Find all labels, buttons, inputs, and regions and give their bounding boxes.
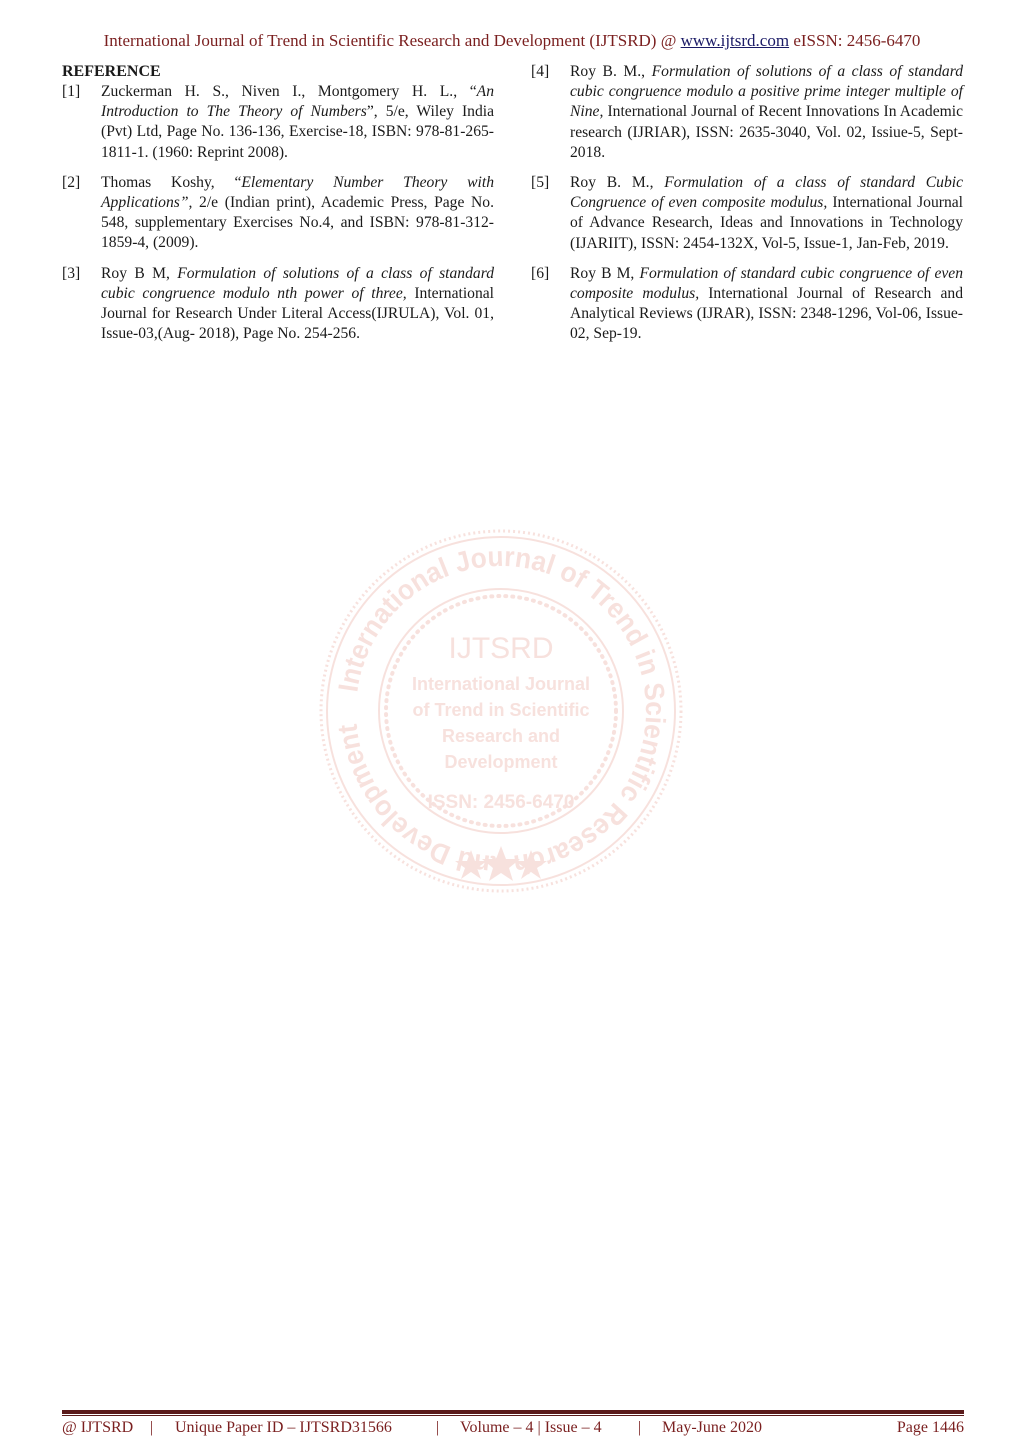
seal-issn: ISSN: 2456-6470 — [427, 792, 575, 813]
seal-line-3: Research and — [441, 726, 561, 746]
reference-authors: Roy B M, — [570, 264, 640, 282]
seal-line-2: of Trend in Scientific — [412, 700, 590, 720]
reference-title: Elementary Number Theory with Applications”, — [101, 173, 495, 212]
footer-separator: | — [638, 1419, 642, 1436]
footer-publisher: @ IJTSRD — [62, 1419, 134, 1436]
running-footer — [62, 1419, 964, 1441]
reference-authors: Thomas Koshy, “ — [101, 173, 242, 191]
reference-item-2 — [62, 173, 494, 254]
reference-title: An Introduction to The Theory of Numbers — [101, 83, 494, 121]
reference-heading: REFERENCE — [62, 63, 161, 80]
reference-details: International Journal of Research and Analytical Reviews (IJRAR), ISSN: 2348-1296, Vol-06, Issue-02, Sep-19. — [570, 285, 963, 343]
reference-details: International Journal of Advance Research, Ideas and Innovations in Technology (IJARIIT), ISSN: 2454-132X, Vol-5, Issue-1, Jan-Feb, 2019. — [570, 194, 963, 252]
reference-item-3 — [62, 264, 494, 345]
reference-item-6 — [531, 264, 963, 345]
footer-volume-issue: Volume – 4 | Issue – 4 — [460, 1419, 602, 1436]
reference-details: International Journal of Recent Innovations In Academic research (IJRIAR), ISSN: 2635-3040, Vol. 02, Issiue-5, Sept-2018. — [570, 103, 963, 161]
reference-number: [1] — [62, 83, 81, 100]
footer-date: May-June 2020 — [662, 1419, 762, 1436]
footer-page-number: Page 1446 — [896, 1419, 964, 1436]
journal-name: International Journal of Trend in Scientific Research and Development (IJTSRD) @ — [103, 31, 681, 50]
reference-item-1 — [62, 82, 494, 163]
reference-title: Formulation of solutions of a class of standard cubic congruence modulo a positive prime integer multiple of Nine, — [570, 63, 963, 121]
reference-authors: Roy B. M., — [570, 174, 665, 192]
seal-abbreviation: IJTSRD — [448, 632, 554, 665]
seal-ring-text: International Journal of Trend in Scientific Resear Development — [331, 540, 672, 874]
footer-rule — [62, 1410, 964, 1414]
eissn-text: eISSN: 2456-6470 — [789, 31, 921, 50]
footer-paper-id: Unique Paper ID – IJTSRD31566 — [175, 1419, 392, 1436]
journal-website-link[interactable]: www.ijtsrd.com — [680, 31, 790, 50]
reference-number: [3] — [62, 264, 81, 282]
reference-authors: Roy B. M., — [570, 63, 652, 80]
reference-item-4 — [531, 62, 963, 163]
left-column — [62, 62, 494, 354]
journal-seal-watermark — [318, 528, 684, 894]
reference-details: ”, 5/e, Wiley India (Pvt) Ltd, Page No. 136-136, Exercise-18, ISBN: 978-81-265-1811-1. (1960: Reprint 2008). — [101, 103, 495, 161]
reference-title: Formulation of standard cubic congruence of even composite modulus, — [570, 264, 964, 303]
seal-line-1: International Journal — [411, 674, 591, 694]
reference-details: 2/e (Indian print), Academic Press, Page No. 548, supplementary Exercises No.4, and ISBN: 978-81-312-1859-4, (2009). — [101, 194, 494, 252]
right-column — [531, 62, 963, 355]
reference-authors: Zuckerman H. S., Niven I., Montgomery H. L., “ — [101, 83, 477, 100]
reference-number: [2] — [62, 173, 81, 191]
reference-authors: Roy B M, — [101, 264, 178, 282]
running-header — [0, 31, 1024, 51]
reference-number: [4] — [531, 63, 550, 80]
reference-number: [5] — [531, 174, 550, 192]
reference-details: International Journal for Research Under Literal Access(IJRULA), Vol. 01, Issue-03,(Aug- 2018), Page No. 254-256. — [101, 284, 495, 343]
reference-title: Formulation of a class of standard Cubic Congruence of even composite modulus, — [570, 174, 964, 212]
reference-title: Formulation of solutions of a class of standard cubic congruence modulo nth power of three, — [101, 264, 494, 302]
seal-line-4: Development — [444, 752, 558, 772]
footer-separator: | — [150, 1419, 154, 1436]
reference-item-5 — [531, 173, 963, 254]
reference-number: [6] — [531, 264, 550, 282]
footer-separator: | — [436, 1419, 440, 1436]
footer-rule-thin — [62, 1415, 964, 1416]
